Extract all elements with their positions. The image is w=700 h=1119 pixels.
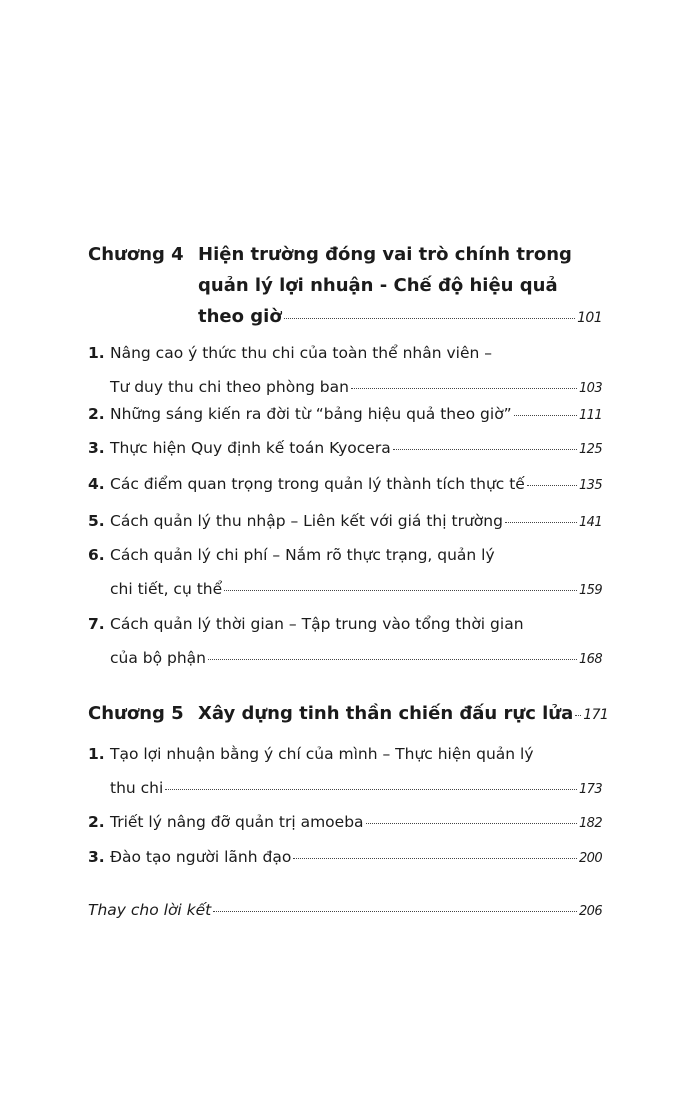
dot-leader — [393, 449, 577, 450]
entry-line: Tư duy thu chi theo phòng ban — [110, 378, 349, 396]
toc-entry — [88, 840, 602, 874]
entry-line: chi tiết, cụ thể — [110, 580, 223, 598]
entry-last-line — [88, 893, 602, 929]
dot-leader — [527, 485, 577, 486]
toc-entry — [88, 538, 602, 606]
entry-number: 4. — [88, 475, 105, 493]
dot-leader — [293, 858, 577, 859]
entry-line: Cách quản lý thu nhập – Liên kết với giá thị trường — [110, 512, 503, 530]
toc-entry — [88, 467, 602, 501]
toc-entry — [88, 431, 602, 465]
toc-entry — [88, 805, 602, 839]
chapter-5-heading — [88, 697, 609, 731]
entry-line: Nâng cao ý thức thu chi của toàn thể nhân viên – — [110, 344, 492, 362]
entry-text — [110, 504, 602, 540]
page-number: 125 — [578, 442, 602, 457]
entry-number: 3. — [88, 848, 105, 866]
dot-leader — [284, 318, 575, 319]
chapter-label: Chương 4 — [88, 244, 184, 265]
entry-text — [110, 737, 602, 807]
page-number: 182 — [578, 816, 602, 831]
page-number: 200 — [578, 851, 602, 866]
entry-text — [110, 397, 602, 433]
toc-entry — [88, 336, 602, 404]
chapter-4-heading — [88, 239, 602, 335]
entry-text — [110, 538, 602, 608]
entry-last-line — [110, 504, 602, 540]
page-number: 206 — [578, 904, 602, 919]
toc-entry — [88, 397, 602, 431]
dot-leader — [575, 715, 581, 716]
page-number: 103 — [578, 381, 602, 396]
entry-last-line — [110, 397, 602, 433]
entry-number: 5. — [88, 512, 105, 530]
toc-entry — [88, 607, 602, 675]
entry-text — [110, 431, 602, 467]
entry-text — [110, 607, 602, 677]
page-number: 135 — [578, 478, 602, 493]
entry-line: Triết lý nâng đỡ quản trị amoeba — [110, 813, 364, 831]
chapter-title-line: Xây dựng tinh thần chiến đấu rực lửa — [198, 703, 574, 724]
entry-number: 2. — [88, 813, 105, 831]
dot-leader — [224, 590, 577, 591]
dot-leader — [366, 823, 577, 824]
chapter-title — [198, 239, 602, 334]
page-number: 101 — [577, 310, 602, 326]
entry-number: 1. — [88, 344, 105, 362]
chapter-title-line: quản lý lợi nhuận - Chế độ hiệu quả — [198, 275, 558, 296]
entry-line: Những sáng kiến ra đời từ “bảng hiệu quả theo giờ” — [110, 405, 512, 423]
entry-number: 6. — [88, 546, 105, 564]
chapter-label: Chương 5 — [88, 703, 184, 724]
dot-leader — [165, 789, 577, 790]
page-number: 168 — [578, 652, 602, 667]
entry-last-line — [110, 641, 602, 677]
dot-leader — [505, 522, 577, 523]
chapter-title-last-line — [198, 301, 602, 334]
chapter-title-line: theo giờ — [198, 306, 282, 327]
entry-last-line — [110, 467, 602, 503]
entry-text — [110, 467, 602, 503]
page-number: 173 — [578, 782, 602, 797]
page-number: 111 — [578, 408, 602, 423]
dot-leader — [213, 911, 577, 912]
dot-leader — [351, 388, 577, 389]
toc-entry — [88, 737, 602, 805]
page-number: 159 — [578, 583, 602, 598]
entry-last-line — [110, 771, 602, 807]
entry-number: 7. — [88, 615, 105, 633]
entry-text — [110, 840, 602, 876]
entry-line: thu chi — [110, 779, 164, 797]
entry-last-line — [110, 431, 602, 467]
dot-leader — [208, 659, 577, 660]
chapter-title — [198, 697, 609, 732]
entry-line: Tạo lợi nhuận bằng ý chí của mình – Thực hiện quản lý — [110, 745, 534, 763]
entry-text — [110, 805, 602, 841]
entry-last-line — [110, 572, 602, 608]
entry-last-line — [110, 805, 602, 841]
closing-text: Thay cho lời kết — [88, 901, 212, 919]
entry-last-line — [110, 840, 602, 876]
entry-number: 1. — [88, 745, 105, 763]
page-number: 171 — [583, 707, 609, 723]
entry-line: Cách quản lý thời gian – Tập trung vào tổng thời gian — [110, 615, 524, 633]
entry-line: Các điểm quan trọng trong quản lý thành tích thực tế — [110, 475, 525, 493]
entry-number: 3. — [88, 439, 105, 457]
entry-text — [110, 336, 602, 406]
chapter-title-line: Hiện trường đóng vai trò chính trong — [198, 244, 572, 265]
page-number: 141 — [578, 515, 602, 530]
toc-entry — [88, 504, 602, 538]
entry-line: Thực hiện Quy định kế toán Kyocera — [110, 439, 391, 457]
entry-line: Cách quản lý chi phí – Nắm rõ thực trạng, quản lý — [110, 546, 495, 564]
chapter-title-last-line — [198, 697, 609, 732]
dot-leader — [514, 415, 577, 416]
entry-number: 2. — [88, 405, 105, 423]
entry-line: của bộ phận — [110, 649, 207, 667]
closing-entry — [88, 893, 602, 927]
entry-line: Đào tạo người lãnh đạo — [110, 848, 292, 866]
